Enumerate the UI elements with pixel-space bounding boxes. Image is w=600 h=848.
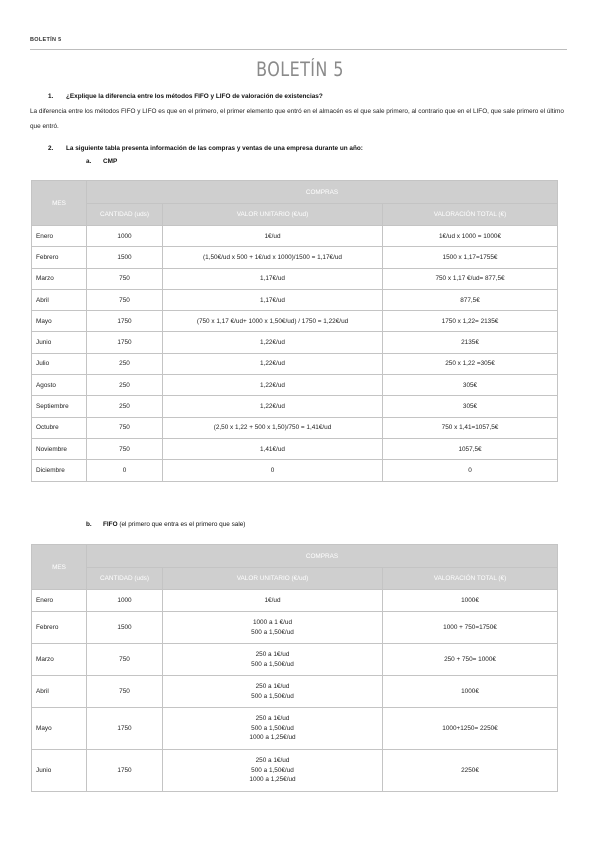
valor-line: 500 a 1,50€/ud	[251, 628, 294, 636]
cell-valoracion-total: 1000€	[383, 590, 558, 612]
section-b-heading	[86, 521, 245, 528]
valor-line: 1000 a 1,25€/ud	[249, 734, 296, 742]
cell-cantidad: 250	[87, 353, 163, 374]
table-row	[32, 438, 558, 459]
cell-valor-unitario: 1,22€/ud	[163, 353, 383, 374]
header-cantidad: CANTIDAD (uds)	[87, 568, 163, 590]
cell-mes: Septiembre	[32, 396, 87, 417]
page-title: BOLETÍN 5	[256, 58, 344, 81]
cell-valoracion-total: 305€	[383, 375, 558, 396]
cell-valoracion-total: 305€	[383, 396, 558, 417]
section-b-subtitle: (el primero que entra es el primero que sale)	[119, 521, 246, 528]
valor-line: 1000 a 1 €/ud	[252, 619, 293, 627]
cell-valor-unitario	[163, 590, 383, 612]
table-row	[32, 612, 558, 644]
cell-mes: Marzo	[32, 268, 87, 289]
fifo-table-body	[32, 590, 558, 792]
cell-valor-unitario: 1,17€/ud	[163, 268, 383, 289]
cell-valoracion-total: 1057,5€	[383, 438, 558, 459]
cell-valor-unitario: 1,41€/ud	[163, 438, 383, 459]
question-2	[48, 145, 363, 152]
cell-mes: Febrero	[32, 247, 87, 268]
section-b-letter: b.	[86, 521, 92, 528]
cell-mes: Julio	[32, 353, 87, 374]
cell-mes: Abril	[32, 676, 87, 708]
cell-cantidad: 0	[87, 460, 163, 481]
valor-line: 500 a 1,50€/ud	[251, 724, 294, 732]
cell-valoracion-total: 1000 + 750=1750€	[383, 612, 558, 644]
section-b-title: FIFO	[103, 521, 118, 528]
table-row	[32, 247, 558, 268]
cell-valor-unitario: 1,22€/ud	[163, 375, 383, 396]
cell-valor-unitario	[163, 708, 383, 750]
table-row	[32, 332, 558, 353]
cell-mes: Abril	[32, 289, 87, 310]
header-valor-unitario: VALOR UNITARIO (€/ud)	[163, 568, 383, 590]
cmp-table	[31, 180, 558, 482]
table-row	[32, 396, 558, 417]
cell-cantidad: 750	[87, 676, 163, 708]
table-row	[32, 226, 558, 247]
section-a-letter: a.	[86, 158, 92, 165]
cell-valor-unitario: 0	[163, 460, 383, 481]
cell-cantidad: 1750	[87, 750, 163, 792]
valor-line: 500 a 1,50€/ud	[251, 660, 294, 668]
cell-valoracion-total: 1€/ud x 1000 = 1000€	[383, 226, 558, 247]
cell-cantidad: 250	[87, 396, 163, 417]
cell-cantidad: 750	[87, 268, 163, 289]
cell-cantidad: 750	[87, 417, 163, 438]
valor-line: 250 a 1€/ud	[255, 715, 290, 723]
table-row	[32, 590, 558, 612]
cell-valor-unitario	[163, 612, 383, 644]
question-1-answer: La diferencia entre los métodos FIFO y LIFO es que en el primero, el primer elemento que entró en el almacén es el que sale primero, al contrario que en el LIFO, que sale primero el último que entró.	[30, 108, 564, 130]
cell-cantidad: 750	[87, 438, 163, 459]
valor-line: 1€/ud	[264, 596, 281, 604]
header-valoracion-total: VALORACIÓN TOTAL (€)	[383, 204, 558, 226]
cell-cantidad: 750	[87, 289, 163, 310]
cell-cantidad: 1500	[87, 612, 163, 644]
table-row	[32, 289, 558, 310]
table-row	[32, 268, 558, 289]
cell-valoracion-total: 250 x 1,22 =305€	[383, 353, 558, 374]
table-row	[32, 353, 558, 374]
cell-mes: Mayo	[32, 708, 87, 750]
header-cantidad: CANTIDAD (uds)	[87, 204, 163, 226]
table-row	[32, 708, 558, 750]
cell-mes: Agosto	[32, 375, 87, 396]
cell-mes: Enero	[32, 590, 87, 612]
cell-mes: Junio	[32, 332, 87, 353]
cell-mes: Marzo	[32, 644, 87, 676]
valor-line: 1000 a 1,25€/ud	[249, 776, 296, 784]
cell-cantidad: 250	[87, 375, 163, 396]
header-mes: MES	[32, 545, 87, 590]
valor-line: 500 a 1,50€/ud	[251, 766, 294, 774]
header-valor-unitario: VALOR UNITARIO (€/ud)	[163, 204, 383, 226]
table-row	[32, 375, 558, 396]
cell-valor-unitario: (1,50€/ud x 500 + 1€/ud x 1000)/1500 = 1,17€/ud	[163, 247, 383, 268]
question-1	[48, 93, 323, 100]
cell-cantidad: 750	[87, 644, 163, 676]
section-a-title: CMP	[103, 158, 118, 165]
header-valoracion-total: VALORACIÓN TOTAL (€)	[383, 568, 558, 590]
cell-valor-unitario	[163, 676, 383, 708]
cell-cantidad: 1500	[87, 247, 163, 268]
header-compras: COMPRAS	[87, 545, 558, 568]
question-2-number: 2.	[48, 145, 54, 152]
cell-valoracion-total: 250 + 750= 1000€	[383, 644, 558, 676]
cell-valor-unitario	[163, 644, 383, 676]
valor-line: 250 a 1€/ud	[255, 651, 290, 659]
question-1-text: ¿Explique la diferencia entre los métodos FIFO y LIFO de valoración de existencias?	[66, 93, 323, 100]
cell-valoracion-total: 1500 x 1,17=1755€	[383, 247, 558, 268]
cell-cantidad: 1750	[87, 311, 163, 332]
table-row	[32, 644, 558, 676]
cell-mes: Noviembre	[32, 438, 87, 459]
cell-valor-unitario: 1€/ud	[163, 226, 383, 247]
cmp-table-body	[32, 226, 558, 482]
cell-valoracion-total: 2135€	[383, 332, 558, 353]
table-row	[32, 676, 558, 708]
fifo-table	[31, 544, 558, 792]
cell-cantidad: 1000	[87, 590, 163, 612]
cell-valoracion-total: 0	[383, 460, 558, 481]
cell-mes: Diciembre	[32, 460, 87, 481]
cell-mes: Junio	[32, 750, 87, 792]
cell-valoracion-total: 877,5€	[383, 289, 558, 310]
cell-valoracion-total: 1000+1250= 2250€	[383, 708, 558, 750]
cell-valoracion-total: 750 x 1,41=1057,5€	[383, 417, 558, 438]
cell-valor-unitario	[163, 750, 383, 792]
cell-mes: Mayo	[32, 311, 87, 332]
valor-line: 250 a 1€/ud	[255, 683, 290, 691]
running-header: BOLETÍN 5	[30, 37, 62, 43]
table-row	[32, 460, 558, 481]
question-1-number: 1.	[48, 93, 54, 100]
cell-cantidad: 1000	[87, 226, 163, 247]
cell-valor-unitario: 1,22€/ud	[163, 396, 383, 417]
header-mes: MES	[32, 181, 87, 226]
cell-valor-unitario: (750 x 1,17 €/ud+ 1000 x 1,50€/ud) / 1750 = 1,22€/ud	[163, 311, 383, 332]
table-row	[32, 417, 558, 438]
cell-valoracion-total: 1000€	[383, 676, 558, 708]
cell-cantidad: 1750	[87, 332, 163, 353]
header-divider	[30, 49, 567, 50]
cell-mes: Febrero	[32, 612, 87, 644]
table-row	[32, 750, 558, 792]
cell-valor-unitario: 1,22€/ud	[163, 332, 383, 353]
cell-valor-unitario: 1,17€/ud	[163, 289, 383, 310]
cell-valoracion-total: 750 x 1,17 €/ud= 877,5€	[383, 268, 558, 289]
cell-cantidad: 1750	[87, 708, 163, 750]
section-a-heading	[86, 158, 117, 165]
question-2-text: La siguiente tabla presenta información de las compras y ventas de una empresa durante un año:	[66, 145, 363, 152]
header-compras: COMPRAS	[87, 181, 558, 204]
table-row	[32, 311, 558, 332]
cell-mes: Enero	[32, 226, 87, 247]
cell-valor-unitario: (2,50 x 1,22 + 500 x 1,50)/750 = 1,41€/ud	[163, 417, 383, 438]
cell-mes: Octubre	[32, 417, 87, 438]
valor-line: 500 a 1,50€/ud	[251, 692, 294, 700]
cell-valoracion-total: 2250€	[383, 750, 558, 792]
cell-valoracion-total: 1750 x 1,22= 2135€	[383, 311, 558, 332]
valor-line: 250 a 1€/ud	[255, 757, 290, 765]
